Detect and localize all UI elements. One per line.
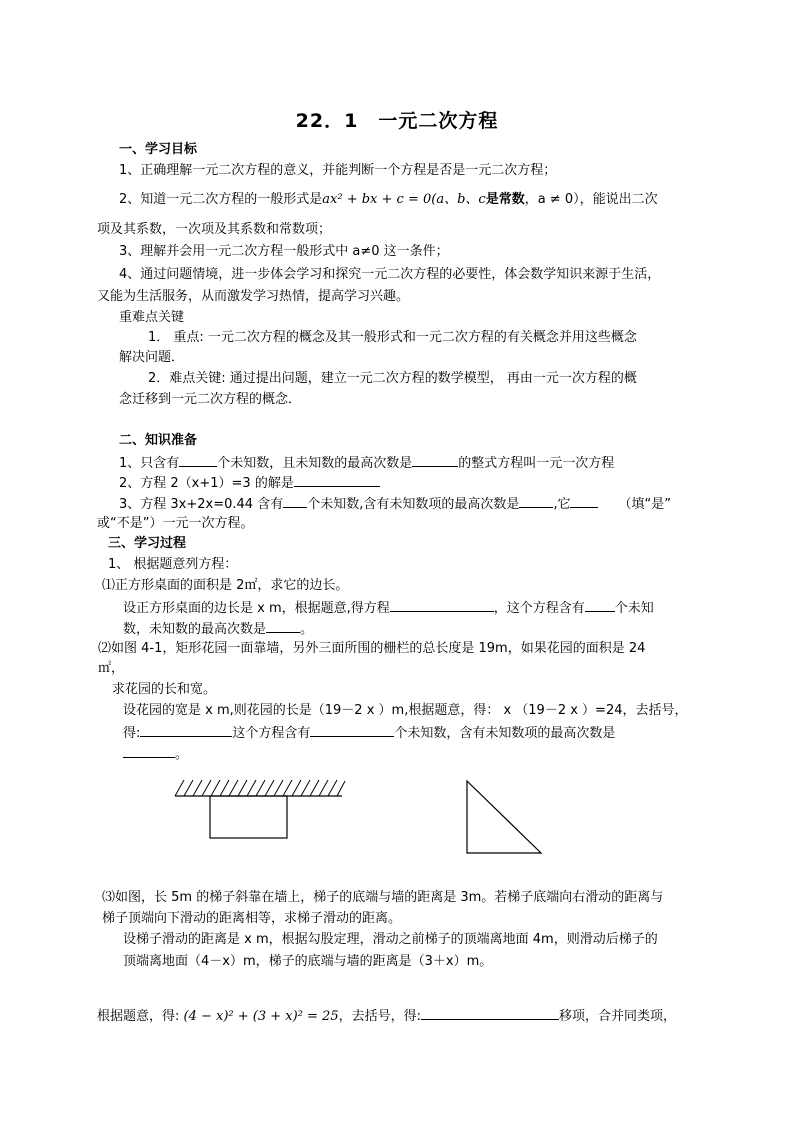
section-heading-process: 三、学习过程: [108, 536, 187, 551]
goal-2-continued: 项及其系数，一次项及其系数和常数项；: [97, 222, 332, 237]
goal-4-continued: 又能为生活服务，从而激发学习热情，提高学习兴趣。: [97, 289, 410, 304]
garden-wall-figure: [170, 776, 350, 846]
goal-3: 3、理解并会用一元二次方程一般形式中 a≠0 这一条件；: [119, 244, 449, 259]
section-heading-goals: 一、学习目标: [119, 142, 198, 157]
goal-1: 1、正确理解一元二次方程的意义，并能判断一个方程是否是一元二次方程；: [119, 163, 557, 178]
prep-q3: 3、方程 3x+2x=0.44 含有 个未知数,含有未知数项的最高次数是 ,它 （填“是”: [119, 494, 671, 514]
problem-2-setup-continued: 得: 这个方程含有 个未知数，含有未知数项的最高次数是: [123, 723, 615, 743]
key-point-2-continued: 念迁移到一元二次方程的概念．: [119, 392, 302, 407]
prep-q2: 2、方程 2（x+1）=3 的解是: [119, 473, 380, 493]
problem-1: ⑴正方形桌面的面积是 2㎡，求它的边长。: [102, 578, 349, 593]
problem-3-setup-continued: 顶端离地面（4－x）m，梯子的底端与墙的距离是（3＋x）m。: [123, 954, 493, 969]
problem-1-setup-continued: 数，未知数的最高次数是 。: [123, 619, 313, 639]
section-heading-prep: 二、知识准备: [119, 433, 198, 448]
problem-2-question: 求花园的长和宽。: [112, 682, 217, 697]
ladder-triangle-figure: [460, 776, 550, 858]
key-point-1-continued: 解决问题．: [119, 350, 185, 365]
problem-3-question: 梯子顶端向下滑动的距离相等，求梯子滑动的距离。: [102, 911, 402, 926]
problem-3-setup: 设梯子滑动的距离是 x m，根据勾股定理，滑动之前梯子的顶端离地面 4m，则滑动后梯子的: [123, 932, 658, 947]
goal-2: 2、知道一元二次方程的一般形式是ax² + bx + c = 0(a、b、c是常数，a ≠ 0），能说出二次: [119, 192, 658, 207]
problem-3: ⑶如图，长 5m 的梯子斜靠在墙上，梯子的底端与墙的距离是 3m。若梯子底端向右滑动的距离与: [102, 890, 664, 905]
key-point-1: 1． 重点: 一元二次方程的概念及其一般形式和一元二次方程的有关概念并用这些概念: [148, 330, 637, 345]
problem-2: ⑵如图 4-1，矩形花园一面靠墙，另外三面所围的栅栏的总长度是 19m，如果花园的面积是 24: [98, 641, 646, 656]
page-title: 22．1 一元二次方程: [295, 110, 499, 132]
process-p1: 1、 根据题意列方程：: [108, 557, 238, 572]
prep-q1: 1、只含有 个未知数，且未知数的最高次数是 的整式方程叫一元一次方程: [119, 453, 614, 473]
goal-4: 4、通过问题情境，进一步体会学习和探究一元二次方程的必要性，体会数学知识来源于生活，: [119, 267, 661, 282]
problem-2-blank-line: 。: [123, 744, 188, 764]
problem-2-setup: 设花园的宽是 x m,则花园的长是（19－2 x ）m,根据题意，得： x （19－2 x ）=24，去括号，: [123, 703, 688, 718]
key-points-heading: 重难点关键: [119, 310, 185, 325]
key-point-2: 2．难点关键: 通过提出问题，建立一元二次方程的数学模型， 再由一元一次方程的概: [148, 371, 637, 386]
problem-2-unit: ㎡，: [98, 661, 125, 676]
problem-1-setup: 设正方形桌面的边长是 x m，根据题意,得方程 ，这个方程含有 个未知: [123, 598, 654, 618]
problem-3-equation: 根据题意，得: (4 − x)² + (3 + x)² = 25，去括号，得: 移项，合并同类项，: [97, 1006, 676, 1026]
prep-q3-continued: 或“不是”）一元一次方程。: [97, 516, 254, 531]
